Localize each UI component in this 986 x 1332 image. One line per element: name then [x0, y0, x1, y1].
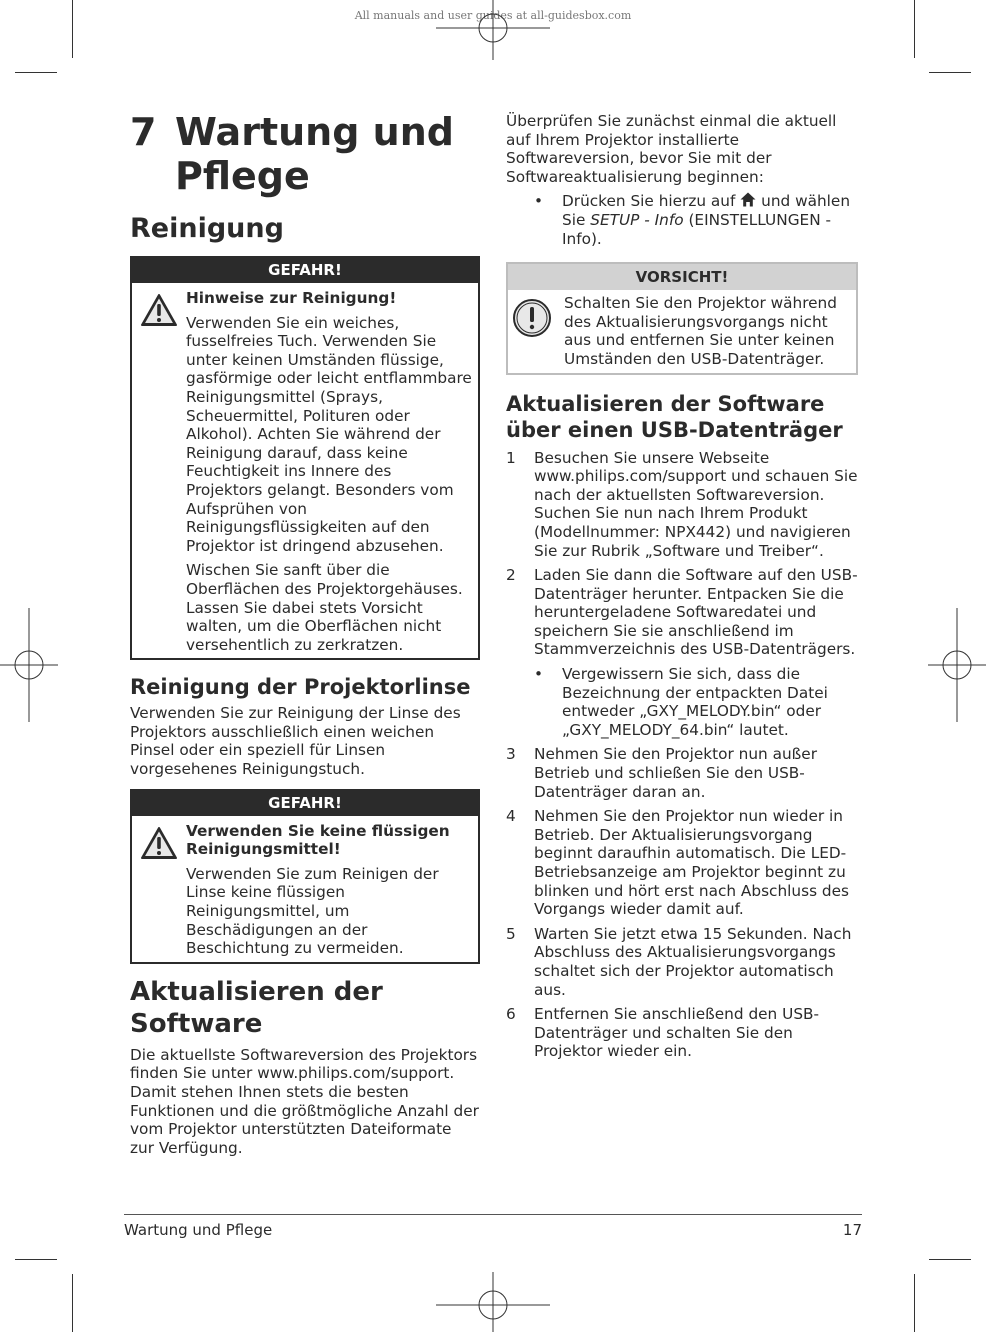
step-number: 5 — [506, 924, 516, 943]
page-number: 17 — [842, 1221, 862, 1239]
check-text: Überprüfen Sie zunächst einmal die aktuell auf Ihrem Projektor installierte Softwareversion, bevor Sie mit der Softwareaktualisierung beginnen: — [506, 112, 837, 186]
step-number: 2 — [506, 566, 516, 585]
registration-mark-left — [0, 608, 58, 722]
bullet-dot: • — [534, 192, 544, 211]
lens-heading: Reinigung der Projektorlinse — [130, 675, 471, 700]
step-number: 6 — [506, 1005, 516, 1024]
step-text: Entfernen Sie anschließend den USB-Datenträger und schalten Sie den Projektor wieder ein. — [534, 1005, 820, 1061]
list-item — [506, 925, 858, 999]
step-text: Warten Sie jetzt etwa 15 Sekunden. Nach Abschluss des Aktualisierungsvorgangs schaltet sich der Projektor automatisch aus. — [534, 924, 852, 999]
step-text: Besuchen Sie unsere Webseite www.philips.com/support und schauen Sie nach der aktuellsten Softwareversion. Suchen Sie nun nach Ihrem Produkt (Modellnummer: NPX442) und navigieren Sie zur Rubrik „Software und Treiber“. — [534, 448, 858, 560]
warning-triangle-icon — [140, 293, 178, 327]
danger-title: Verwenden Sie keine flüssigen Reinigungsmittel! — [186, 821, 450, 859]
step-text: Laden Sie dann die Software auf den USB-Datenträger herunter. Entpacken Sie die heruntergeladene Softwaredatei und speichern Sie sie anschließend im Stammverzeichnis des USB-Datenträgers. — [534, 566, 858, 659]
lens-text: Verwenden Sie zur Reinigung der Linse des Projektors ausschließlich einen weichen Pinsel oder ein speziell für Linsen vorgesehenes Reinigungstuch. — [130, 704, 461, 779]
list-item — [506, 745, 858, 801]
footer-section: Wartung und Pflege — [124, 1221, 273, 1239]
caution-box — [506, 262, 858, 374]
danger-para2: Wischen Sie sanft über die Oberflächen des Projektorgehäuses. Lassen Sie dabei stets Vorsicht walten, um die Oberflächen nicht versehentlich zu zerkratzen. — [186, 561, 463, 654]
registration-mark-top — [436, 0, 550, 60]
danger-para1: Verwenden Sie ein weiches, fusselfreies Tuch. Verwenden Sie unter keinen Umständen flüssige, gasförmige oder leicht entflammbare Reinigungsmittel (Sprays, Scheuermittel, Polituren oder Alkohol). Achten Sie während der Reinigung darauf, dass keine Feuchtigkeit ins Innere des Projektors gelangt. Besonders vom Aufsprühen von Reinigungsflüssigkeiten auf den Projektor ist dringend abzusehen. — [186, 313, 472, 555]
caution-text: Schalten Sie den Projektor während des Aktualisierungsvorgangs nicht aus und entfernen Sie unter keinen Umständen den USB-Datenträger. — [564, 294, 837, 368]
registration-mark-right — [928, 608, 986, 722]
registration-mark-bottom — [436, 1272, 550, 1332]
usb-steps — [506, 449, 858, 1061]
danger-label: GEFAHR! — [132, 258, 478, 283]
chapter-title-line1: Wartung und — [175, 110, 454, 154]
step-text: Nehmen Sie den Projektor nun außer Betrieb und schließen Sie den USB-Datenträger daran an. — [534, 745, 817, 801]
cleaning-danger-box — [130, 256, 480, 660]
danger-para1: Verwenden Sie zum Reinigen der Linse keine flüssigen Reinigungsmittel, um Beschädigungen an der Beschichtung zu vermeiden. — [186, 864, 439, 958]
step-subnote: Vergewissern Sie sich, dass die Bezeichnung der entpackten Datei entweder „GXY_MELODY.bin“ oder „GXY_MELODY_64.bin“ lautet. — [562, 665, 828, 739]
lens-danger-box — [130, 789, 480, 964]
bullet-dot: • — [534, 665, 544, 684]
watermark: All manuals and user guides at all-guidesbox.com — [354, 9, 632, 22]
exclamation-circle-icon — [512, 298, 552, 338]
danger-title: Hinweise zur Reinigung! — [186, 289, 397, 307]
step-number: 4 — [506, 807, 516, 826]
list-item — [506, 1005, 858, 1061]
usb-heading: Aktualisieren der Software über einen USB-Datenträger — [506, 391, 843, 442]
chapter-number: 7 — [130, 110, 157, 154]
software-text: Die aktuellste Softwareversion des Projektors finden Sie unter www.philips.com/support. Damit stehen Ihnen stets die besten Funktionen und die größtmögliche Anzahl der vom Projektor unterstützten Dateiformate zur Verfügung. — [130, 1045, 479, 1157]
step-number: 1 — [506, 448, 516, 467]
left-column — [130, 108, 480, 1157]
step-number: 3 — [506, 745, 516, 764]
list-item — [506, 449, 858, 561]
chapter-title-line2: Pflege — [175, 154, 310, 198]
software-heading: Aktualisieren der Software — [130, 976, 383, 1039]
warning-triangle-icon — [140, 826, 178, 860]
danger-label: GEFAHR! — [132, 791, 478, 816]
list-item — [506, 807, 858, 919]
chapter-title — [130, 110, 480, 198]
home-icon — [740, 192, 756, 207]
menu-path: SETUP - Info — [590, 210, 684, 229]
step-text: Nehmen Sie den Projektor nun wieder in Betrieb. Der Aktualisierungsvorgang beginnt daraufhin automatisch. Die LED-Betriebsanzeige am Projektor beginnt zu blinken und hört erst nach Abschluss des Vorgangs wieder damit auf. — [534, 807, 850, 919]
list-item — [506, 566, 858, 739]
page-footer — [124, 1214, 862, 1239]
caution-label: VORSICHT! — [508, 264, 856, 290]
right-column — [506, 108, 858, 1061]
cleaning-heading: Reinigung — [130, 213, 284, 244]
check-bullet: • Drücken Sie hierzu auf und wählen Sie SETUP - Info (EINSTELLUNGEN - Info). — [534, 192, 851, 248]
